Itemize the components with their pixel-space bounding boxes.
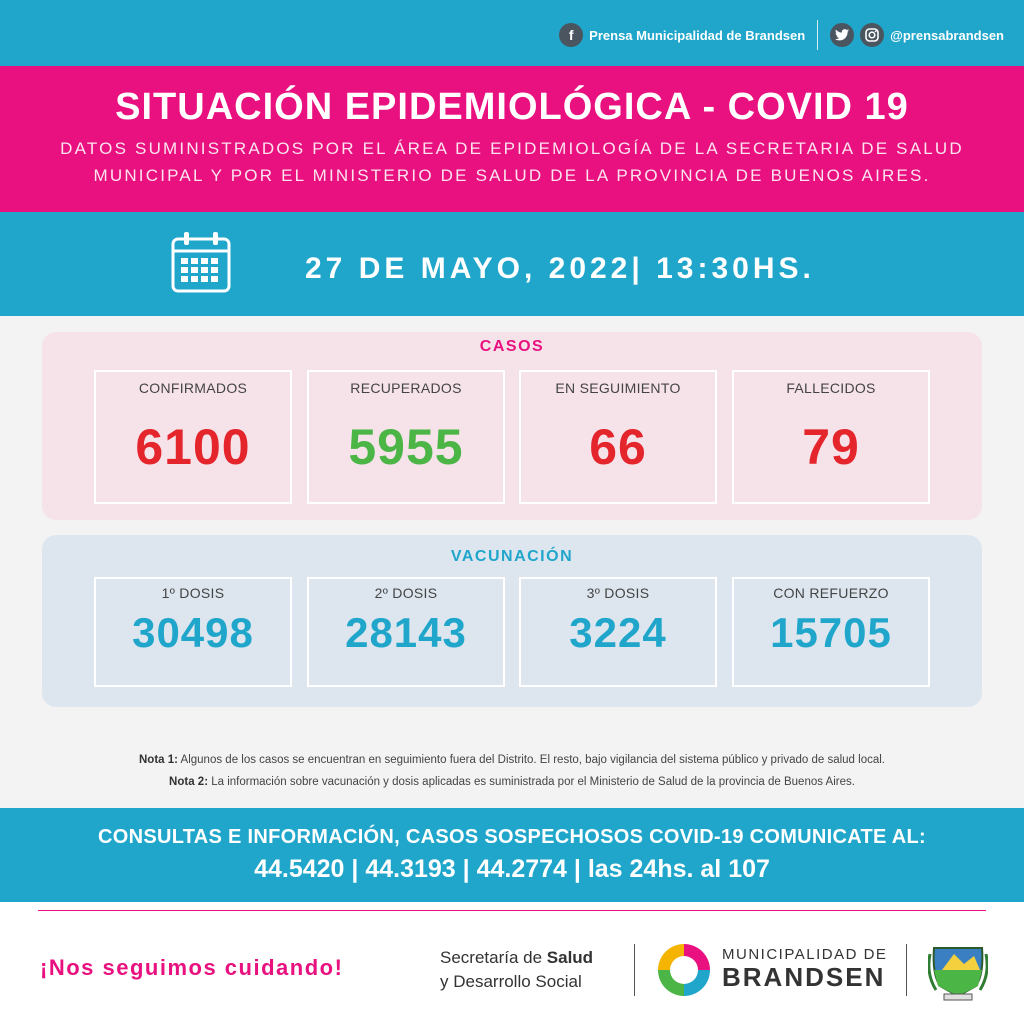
contact-phones: 44.5420 | 44.3193 | 44.2774 | las 24hs. al 107 [254,855,770,883]
card-label: 2º DOSIS [374,585,438,601]
card-confirmados [94,370,292,504]
page-title: SITUACIÓN EPIDEMIOLÓGICA - COVID 19 [115,86,909,128]
note-1 [0,754,1024,766]
footer-divider-2 [906,944,907,996]
note-2 [0,776,1024,788]
card-fallecidos [732,370,930,504]
card-label: EN SEGUIMIENTO [555,380,681,396]
note-2-text: La información sobre vacunación y dosis aplicadas es suministrada por el Ministerio de Salud de la provincia de Buenos Aires. [208,776,855,788]
muni-line-1: MUNICIPALIDAD DE [722,946,888,963]
casos-title: CASOS [479,338,545,355]
social-links [559,20,1004,50]
casos-panel [42,332,982,520]
note-1-label: Nota 1: [139,754,178,766]
card-dosis-3 [519,577,717,687]
contact-band [0,808,1024,902]
subtitle-line-2: MUNICIPAL Y POR EL MINISTERIO DE SALUD DE LA PROVINCIA DE BUENOS AIRES. [93,166,931,185]
contact-heading: CONSULTAS E INFORMACIÓN, CASOS SOSPECHOSOS COVID-19 COMUNICATE AL: [98,826,926,848]
slogan: ¡Nos seguimos cuidando! [40,955,344,980]
card-value: 66 [589,419,647,475]
municipalidad-logo-text [722,946,887,991]
facebook-icon[interactable]: f [559,23,583,47]
card-recuperados [307,370,505,504]
muni-line-2: BRANDSEN [722,962,886,992]
social-divider [817,20,818,50]
card-en-seguimiento [519,370,717,504]
note-2-label: Nota 2: [169,776,209,788]
card-label: FALLECIDOS [786,380,876,396]
card-value: 30498 [132,609,254,656]
card-label: 3º DOSIS [586,585,650,601]
facebook-label[interactable]: Prensa Municipalidad de Brandsen [589,27,806,43]
card-label: 1º DOSIS [161,585,225,601]
sec-line-1b: Salud [546,948,594,967]
card-label: RECUPERADOS [350,380,462,396]
vacunacion-title: VACUNACIÓN [450,548,574,565]
subtitle-line-1: DATOS SUMINISTRADOS POR EL ÁREA DE EPIDEMIOLOGÍA DE LA SECRETARIA DE SALUD [60,139,964,158]
card-value: 28143 [345,609,467,656]
report-date: 27 DE MAYO, 2022| 13:30HS. [305,252,815,285]
card-value: 5955 [348,419,464,475]
card-label: CONFIRMADOS [138,380,248,396]
vacunacion-panel [42,535,982,707]
card-dosis-1 [94,577,292,687]
footer-divider [38,910,986,911]
card-value: 79 [802,419,860,475]
note-1-text: Algunos de los casos se encuentran en seguimiento fuera del Distrito. El resto, bajo vigilancia del sistema público y privado de salud local. [177,754,885,766]
card-dosis-2 [307,577,505,687]
date-band [0,212,1024,316]
card-label: CON REFUERZO [773,585,889,601]
coat-of-arms-icon [928,934,988,1002]
header-banner [0,66,1024,212]
top-bar [0,0,1024,66]
sec-line-1a: Secretaría de [440,948,547,967]
card-value: 3224 [569,609,667,656]
secretaria-logo-text [440,946,593,994]
footer-divider-1 [634,944,635,996]
twitter-icon[interactable] [830,23,854,47]
sec-line-2: y Desarrollo Social [440,972,582,991]
instagram-handle[interactable]: @prensabrandsen [890,27,1004,43]
card-value: 6100 [135,419,251,475]
card-refuerzo [732,577,930,687]
instagram-icon[interactable] [860,23,884,47]
brandsen-logo-icon [654,940,714,1000]
calendar-icon [170,230,232,294]
card-value: 15705 [770,609,892,656]
